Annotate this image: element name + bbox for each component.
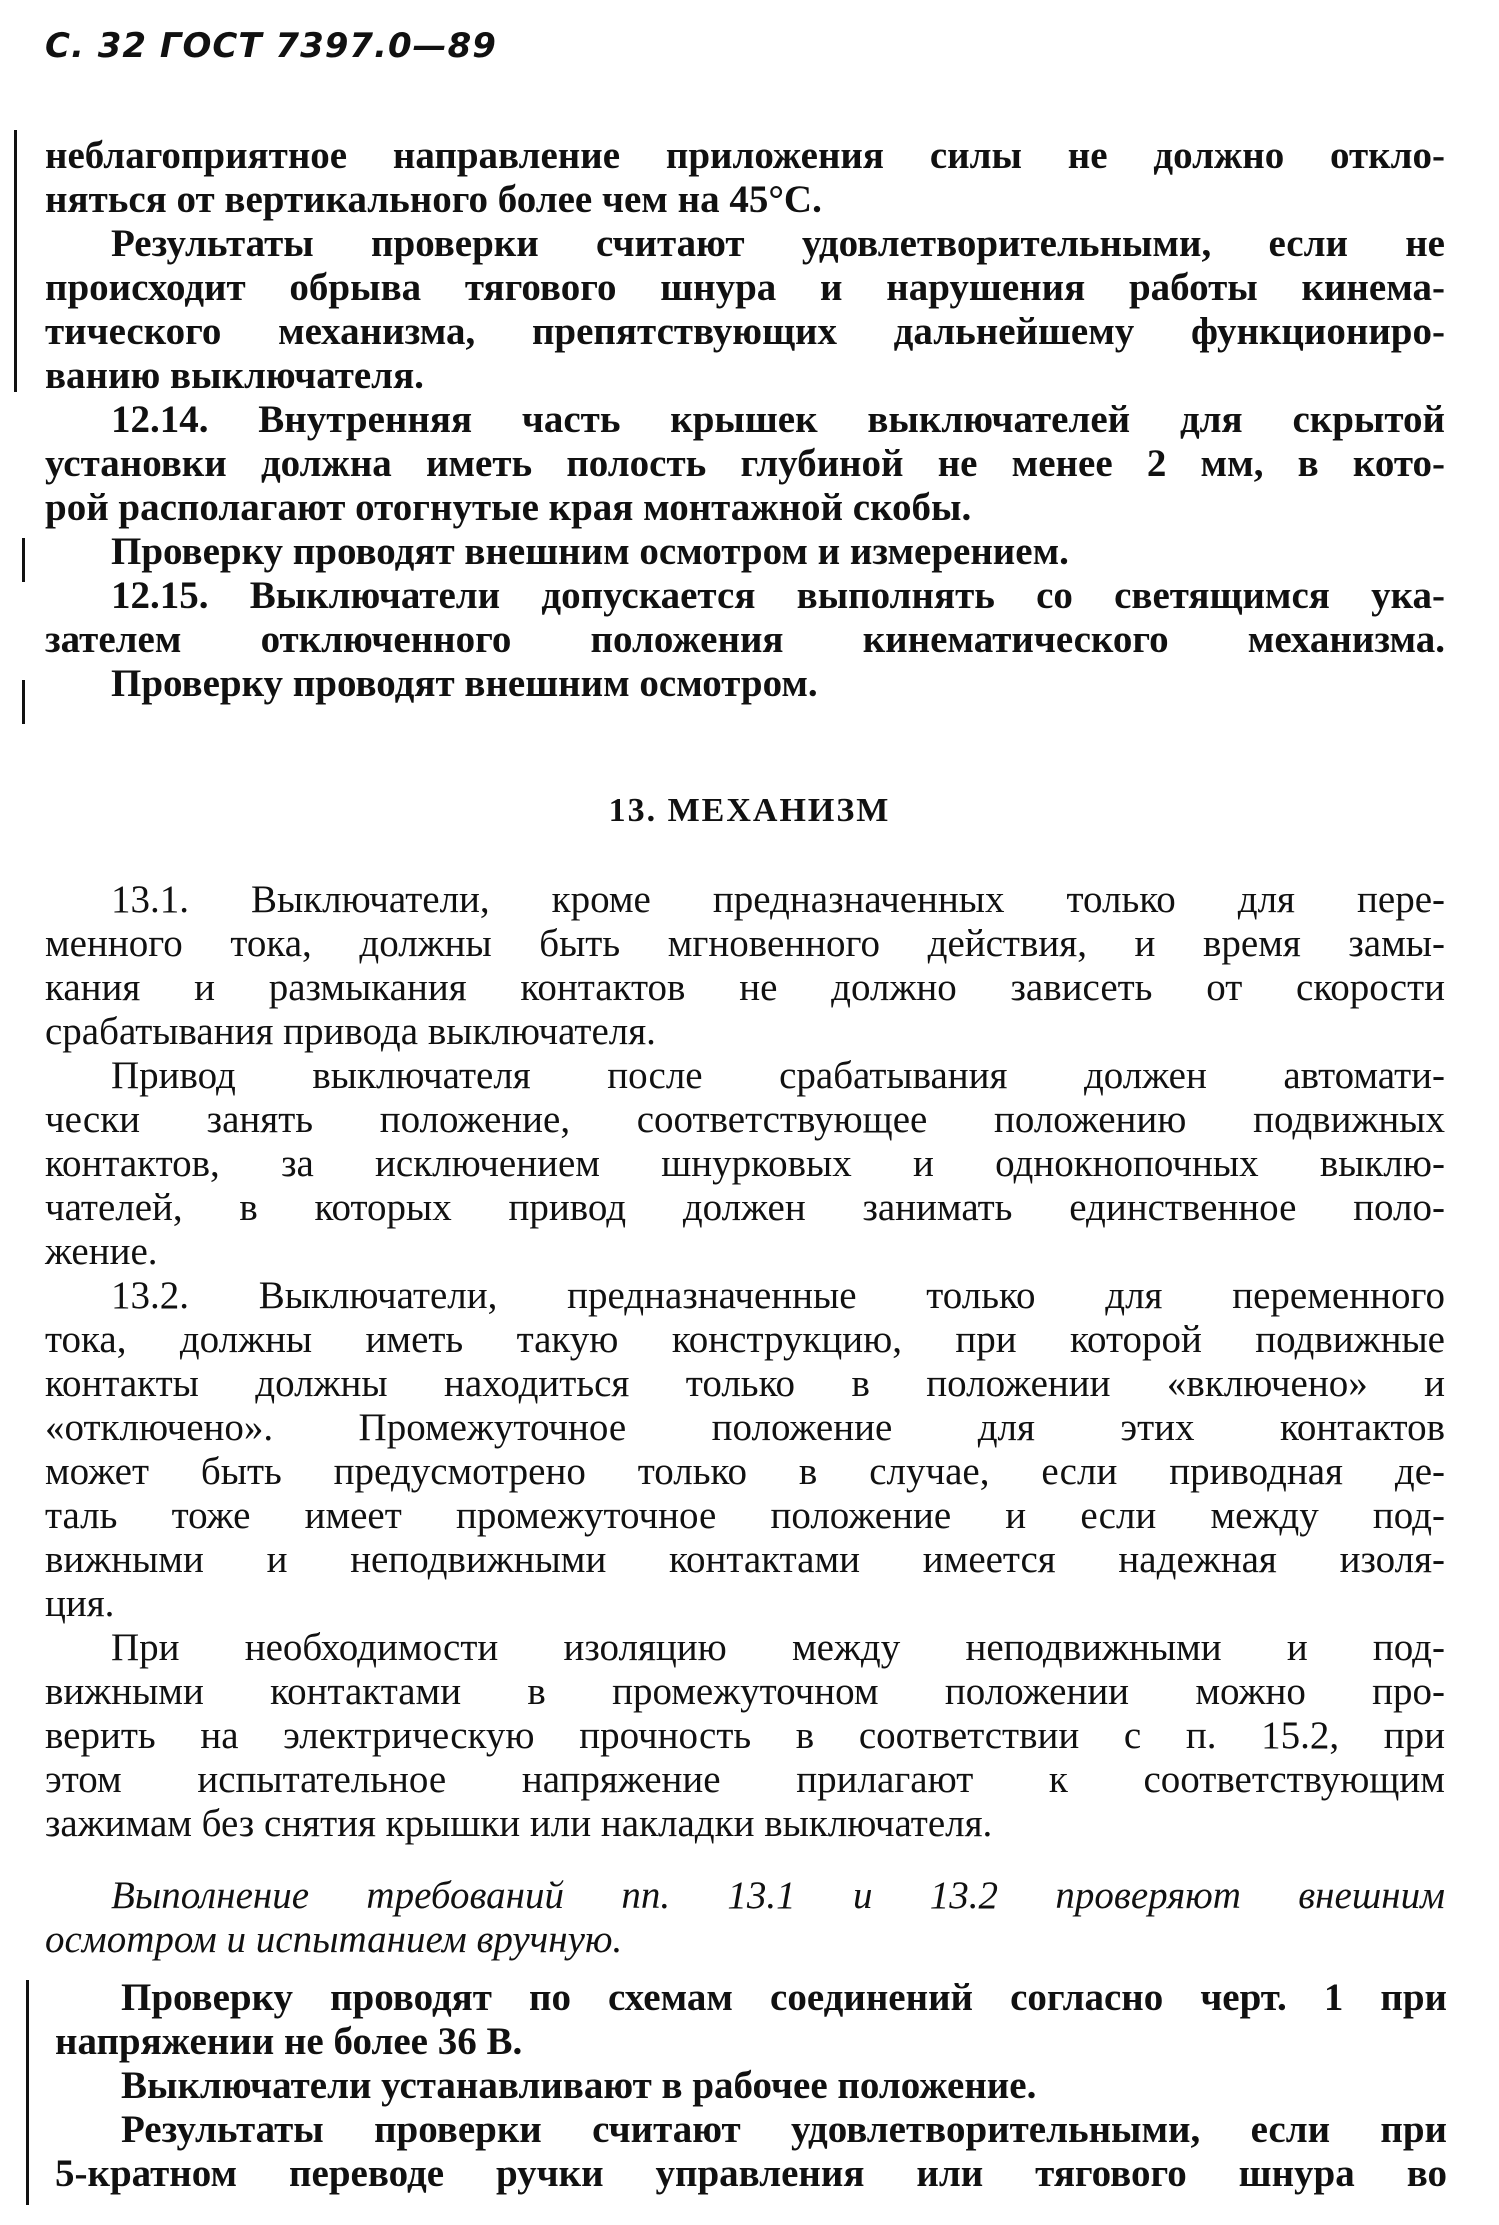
text-line: 12.15. Выключатели допускается выполнять со светящимся ука- xyxy=(111,574,1445,617)
text-line: вижными и неподвижными контактами имеется надежная изоля- xyxy=(45,1538,1445,1581)
text-line: Привод выключателя после срабатывания должен автомати- xyxy=(111,1054,1445,1097)
text-line: верить на электрическую прочность в соответствии с п. 15.2, при xyxy=(45,1714,1445,1757)
text-line: Результаты проверки считают удовлетворительными, если не xyxy=(111,222,1445,265)
text-line: срабатывания привода выключателя. xyxy=(45,1010,656,1053)
text-line: При необходимости изоляцию между неподвижными и под- xyxy=(111,1626,1445,1669)
text-line: Проверку проводят по схемам соединений согласно черт. 1 при xyxy=(121,1976,1447,2019)
text-line: тического механизма, препятствующих дальнейшему функциониро- xyxy=(45,310,1445,353)
text-line: Выполнение требований пп. 13.1 и 13.2 проверяют внешним xyxy=(111,1874,1445,1917)
text-line: 5-кратном переводе ручки управления или тягового шнура во xyxy=(55,2152,1447,2195)
text-line: Проверку проводят внешним осмотром и измерением. xyxy=(111,530,1069,573)
text-line: контактов, за исключением шнурковых и однокнопочных выклю- xyxy=(45,1142,1445,1185)
text-line: происходит обрыва тягового шнура и нарушения работы кинема- xyxy=(45,266,1445,309)
change-bar xyxy=(26,1980,29,2205)
text-line: установки должна иметь полость глубиной не менее 2 мм, в кото- xyxy=(45,442,1445,485)
paragraph-block-13 xyxy=(45,878,1445,1846)
paragraph-block-12 xyxy=(45,134,1445,706)
page-header: С. 32 ГОСТ 7397.0—89 xyxy=(45,26,497,66)
text-line: зажимам без снятия крышки или накладки выключателя. xyxy=(45,1802,993,1845)
section-heading: 13. МЕХАНИЗМ xyxy=(608,792,891,829)
text-line: ванию выключателя. xyxy=(45,354,424,397)
text-line: жение. xyxy=(45,1230,158,1273)
text-line: чески занять положение, соответствующее положению подвижных xyxy=(45,1098,1445,1141)
text-line: чателей, в которых привод должен занимать единственное поло- xyxy=(45,1186,1445,1229)
text-line: контакты должны находиться только в положении «включено» и xyxy=(45,1362,1445,1405)
change-bar xyxy=(22,538,25,582)
text-line: таль тоже имеет промежуточное положение и если между под- xyxy=(45,1494,1445,1537)
change-bar xyxy=(22,680,25,724)
text-line: зателем отключенного положения кинематического механизма. xyxy=(45,618,1445,661)
text-line: может быть предусмотрено только в случае, если приводная де- xyxy=(45,1450,1445,1493)
change-bar xyxy=(14,130,17,392)
text-line: тока, должны иметь такую конструкцию, при которой подвижные xyxy=(45,1318,1445,1361)
text-line: ция. xyxy=(45,1582,115,1625)
text-line: кания и размыкания контактов не должно зависеть от скорости xyxy=(45,966,1445,1009)
text-line: этом испытательное напряжение прилагают к соответствующим xyxy=(45,1758,1445,1801)
text-line: Результаты проверки считают удовлетворительными, если при xyxy=(121,2108,1447,2151)
text-line: Проверку проводят внешним осмотром. xyxy=(111,662,818,705)
text-line: напряжении не более 36 В. xyxy=(55,2020,523,2063)
text-line: няться от вертикального более чем на 45°С. xyxy=(45,178,822,221)
text-line: 13.1. Выключатели, кроме предназначенных только для пере- xyxy=(111,878,1445,921)
text-line: 12.14. Внутренняя часть крышек выключателей для скрытой xyxy=(111,398,1445,441)
text-line: рой располагают отогнутые края монтажной скобы. xyxy=(45,486,972,529)
text-line: 13.2. Выключатели, предназначенные только для переменного xyxy=(111,1274,1445,1317)
test-procedure-block xyxy=(55,1976,1447,2196)
text-line: неблагоприятное направление приложения силы не должно откло- xyxy=(45,134,1445,177)
text-line: осмотром и испытанием вручную. xyxy=(45,1918,623,1961)
text-line: Выключатели устанавливают в рабочее положение. xyxy=(121,2064,1037,2107)
text-line: вижными контактами в промежуточном положении можно про- xyxy=(45,1670,1445,1713)
test-method-note xyxy=(45,1874,1445,1962)
text-line: «отключено». Промежуточное положение для этих контактов xyxy=(45,1406,1445,1449)
text-line: менного тока, должны быть мгновенного действия, и время замы- xyxy=(45,922,1445,965)
